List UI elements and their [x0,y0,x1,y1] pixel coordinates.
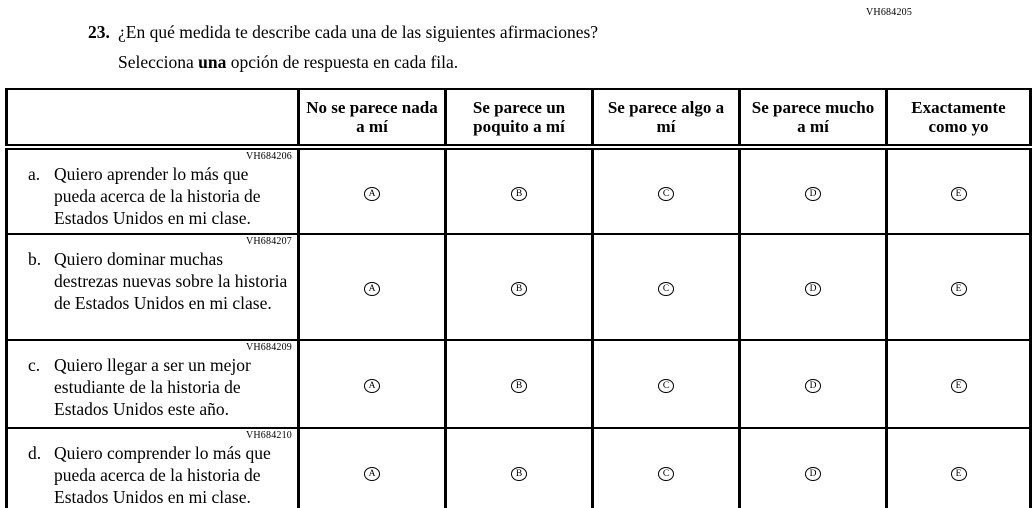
option-cell-c-B [446,340,593,428]
option-cell-d-E [887,428,1031,508]
option-bubble-b-E[interactable]: E [951,282,967,296]
item-text-c: Quiero llegar a ser un mejor estudiante de la historia de Estados Unidos este año. [54,355,251,419]
item-text-b: Quiero dominar muchas destrezas nuevas sobre la historia de Estados Unidos en mi clase. [54,249,288,313]
option-cell-a-B [446,147,593,234]
question-block [88,21,598,73]
form-code: VH684205 [866,7,913,18]
item-label-b: b. [28,249,42,269]
option-cell-d-C [593,428,740,508]
option-cell-c-E [887,340,1031,428]
option-cell-c-D [740,340,887,428]
column-header-se-parece-algo: Se parece algo a mí [593,89,740,147]
option-bubble-d-D[interactable]: D [805,467,821,481]
option-cell-b-D [740,234,887,340]
table-row-d [7,428,1031,508]
response-matrix-table [5,88,1032,508]
option-bubble-b-B[interactable]: B [511,282,527,296]
instruction-post: opción de respuesta en cada fila. [226,52,459,72]
question-text: ¿En qué medida te describe cada una de las siguientes afirmaciones? [118,22,599,42]
option-bubble-d-E[interactable]: E [951,467,967,481]
column-header-se-parece-un-poquito: Se parece un poquito a mí [446,89,593,147]
option-bubble-b-C[interactable]: C [658,282,674,296]
item-label-d: d. [28,443,42,463]
option-cell-b-C [593,234,740,340]
option-cell-d-A [299,428,446,508]
option-bubble-a-B[interactable]: B [511,187,527,201]
item-code-b: VH684207 [245,236,292,247]
table-row-b [7,234,1031,340]
instruction-bold: una [198,52,227,72]
option-cell-a-A [299,147,446,234]
option-bubble-c-C[interactable]: C [658,379,674,393]
option-bubble-c-E[interactable]: E [951,379,967,393]
instruction-pre: Selecciona [118,52,199,72]
option-bubble-a-A[interactable]: A [364,187,380,201]
option-bubble-a-E[interactable]: E [951,187,967,201]
column-header-se-parece-mucho: Se parece mucho a mí [740,89,887,147]
stem-cell-a [7,147,299,234]
option-bubble-a-D[interactable]: D [805,187,821,201]
table-row-a [7,147,1031,234]
question-number: 23. [88,22,110,42]
option-cell-b-B [446,234,593,340]
item-text-a: Quiero aprender lo más que pueda acerca de la historia de Estados Unidos en mi clase. [54,164,261,228]
option-cell-c-C [593,340,740,428]
item-code-c: VH684209 [245,342,292,353]
question-instruction [118,51,598,73]
option-bubble-c-A[interactable]: A [364,379,380,393]
option-cell-b-A [299,234,446,340]
table-row-c [7,340,1031,428]
option-bubble-c-D[interactable]: D [805,379,821,393]
item-code-d: VH684210 [245,430,292,441]
option-cell-d-D [740,428,887,508]
option-cell-d-B [446,428,593,508]
header-row [7,89,1031,147]
option-bubble-d-A[interactable]: A [364,467,380,481]
option-cell-a-D [740,147,887,234]
stem-cell-d [7,428,299,508]
option-bubble-a-C[interactable]: C [658,187,674,201]
option-cell-a-C [593,147,740,234]
option-bubble-b-D[interactable]: D [805,282,821,296]
option-cell-b-E [887,234,1031,340]
option-bubble-d-C[interactable]: C [658,467,674,481]
item-label-c: c. [28,355,41,375]
item-text-d: Quiero comprender lo más que pueda acerca de la historia de Estados Unidos en mi clase. [54,443,271,507]
column-header-no-se-parece-nada: No se parece nada a mí [299,89,446,147]
option-cell-c-A [299,340,446,428]
column-header-exactamente-como-yo: Exactamente como yo [887,89,1031,147]
option-bubble-b-A[interactable]: A [364,282,380,296]
option-cell-a-E [887,147,1031,234]
item-code-a: VH684206 [245,151,292,162]
item-label-a: a. [28,164,41,184]
stem-cell-b [7,234,299,340]
stem-cell-c [7,340,299,428]
stem-column-header [7,89,299,147]
option-bubble-c-B[interactable]: B [511,379,527,393]
option-bubble-d-B[interactable]: B [511,467,527,481]
